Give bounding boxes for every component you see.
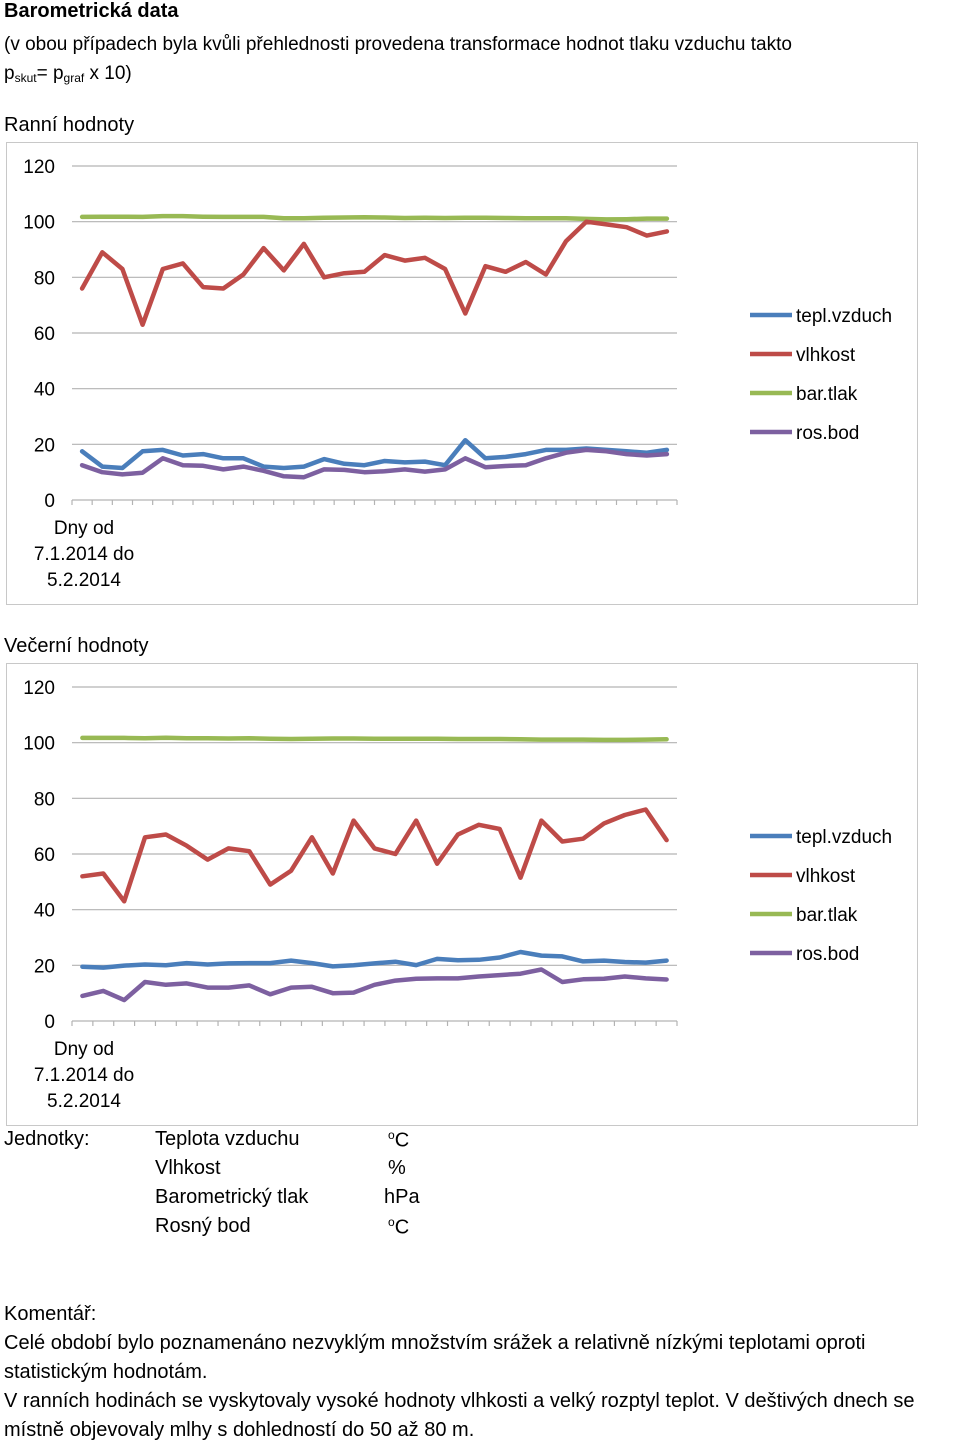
y-tick-label: 80: [33, 789, 55, 811]
unit-name: Barometrický tlak: [155, 1186, 309, 1208]
comment-block: [4, 1300, 959, 1445]
unit-value: $^o$C: [388, 1128, 410, 1152]
units-heading: Jednotky:: [4, 1128, 90, 1150]
chart2-svg: [7, 664, 919, 1127]
x-axis-label: Dny od: [53, 518, 115, 539]
legend-label: tepl.vzduch: [796, 306, 893, 327]
comment-paragraph: V ranních hodinách se vyskytovaly vysoké hodnoty vlhkosti a velký rozptyl teplot. V deštivých dnech se místně objevovaly mlhy s dohledností do 50 až 80 m.: [4, 1390, 915, 1441]
series-line-vlhkost: [82, 222, 667, 325]
x-axis-label: Dny od: [53, 1039, 115, 1060]
document-title: Barometrická data: [4, 0, 179, 22]
y-tick-label: 80: [33, 268, 55, 290]
y-tick-label: 60: [33, 324, 55, 345]
legend-label: vlhkost: [796, 345, 856, 366]
chart1-title: Ranní hodnoty: [4, 114, 135, 136]
y-tick-label: 120: [23, 157, 55, 178]
comment-heading: Komentář:: [4, 1303, 97, 1325]
y-tick-label: 100: [23, 733, 55, 755]
unit-name: Vlhkost: [155, 1157, 221, 1179]
subtitle-line1: (v obou případech byla kvůli přehlednosti provedena transformace hodnot tlaku vzduchu takto: [4, 34, 792, 55]
x-axis-label: 7.1.2014 do: [33, 1065, 135, 1086]
x-axis-label: 5.2.2014: [47, 570, 121, 591]
series-line-bar-tlak: [82, 738, 666, 740]
chart2-container: [6, 663, 918, 1126]
y-tick-label: 40: [33, 900, 55, 922]
series-line-bar-tlak: [82, 216, 667, 219]
y-tick-label: 0: [44, 491, 55, 512]
unit-value: hPa: [384, 1186, 420, 1208]
comment-paragraph: Celé období bylo poznamenáno nezvyklým množstvím srážek a relativně nízkými teplotami oproti statistickým hodnotám.: [4, 1332, 866, 1383]
chart1-container: [6, 142, 918, 605]
chart1-svg: [7, 143, 919, 606]
unit-name: Rosný bod: [155, 1215, 251, 1237]
document-subtitle: [4, 30, 954, 93]
y-tick-label: 40: [33, 379, 55, 401]
legend-label: ros.bod: [796, 423, 860, 444]
chart2-title: Večerní hodnoty: [4, 635, 149, 657]
legend-label: bar.tlak: [796, 384, 858, 405]
y-tick-label: 100: [23, 212, 55, 234]
y-tick-label: 60: [33, 845, 55, 866]
y-tick-label: 20: [33, 956, 55, 978]
unit-name: Teplota vzduchu: [155, 1128, 300, 1150]
unit-value: %: [388, 1157, 406, 1179]
series-line-vlhkost: [82, 810, 666, 902]
y-tick-label: 0: [44, 1012, 55, 1033]
legend-label: ros.bod: [796, 944, 860, 965]
series-line-ros-bod: [82, 970, 666, 1001]
y-tick-label: 20: [33, 435, 55, 457]
x-axis-label: 5.2.2014: [47, 1091, 121, 1112]
x-axis-label: 7.1.2014 do: [33, 544, 135, 565]
unit-value: $^o$C: [388, 1215, 410, 1239]
legend-label: vlhkost: [796, 866, 856, 887]
y-tick-label: 120: [23, 678, 55, 699]
subtitle-formula: $p_{skut}= p_{graf}$ x 10): [4, 63, 132, 85]
legend-label: bar.tlak: [796, 905, 858, 926]
legend-label: tepl.vzduch: [796, 827, 893, 848]
